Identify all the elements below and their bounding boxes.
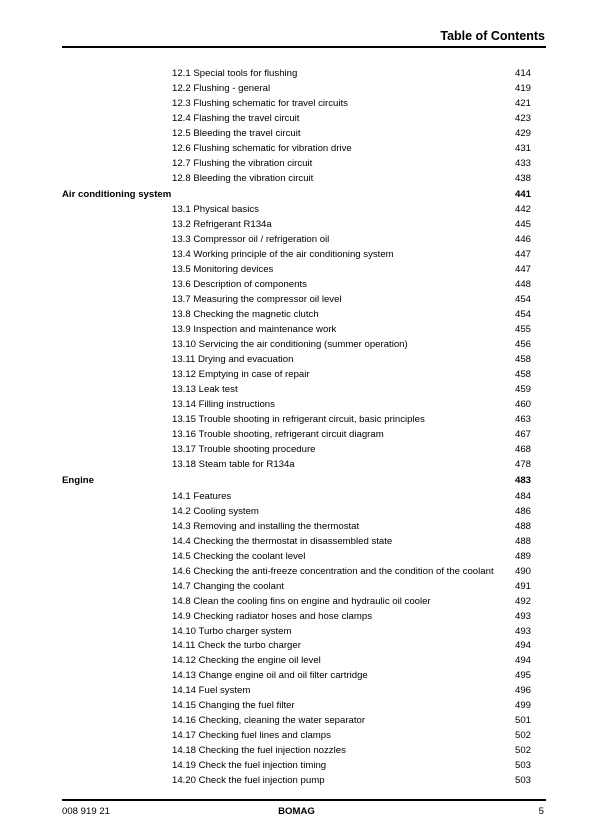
toc-entry-title: 14.6 Checking the anti-freeze concentration and the condition of the coolant — [172, 565, 494, 577]
toc-entry-title: 13.15 Trouble shooting in refrigerant circuit, basic principles — [172, 414, 425, 426]
header-rule — [62, 46, 546, 48]
footer-doc-number: 008 919 21 — [62, 806, 111, 817]
toc-page-number: 458 — [514, 369, 531, 381]
toc-entry-row[interactable] — [0, 217, 593, 232]
toc-entry-row[interactable] — [0, 232, 593, 247]
toc-entry-row[interactable] — [0, 292, 593, 307]
toc-entry-row[interactable] — [0, 624, 593, 639]
toc-page-number: 447 — [514, 249, 531, 261]
toc-entry-row[interactable] — [0, 96, 593, 111]
toc-entry-row[interactable] — [0, 442, 593, 457]
toc-entry-row[interactable] — [0, 322, 593, 337]
toc-entry-title: 12.5 Bleeding the travel circuit — [172, 127, 301, 139]
toc-page-number: 463 — [514, 414, 531, 426]
toc-page-number: 441 — [514, 188, 531, 200]
toc-entry-row[interactable] — [0, 352, 593, 367]
toc-page-number: 494 — [514, 655, 531, 667]
toc-entry-row[interactable] — [0, 277, 593, 292]
toc-entry-row[interactable] — [0, 579, 593, 594]
toc-entry-title: 13.11 Drying and evacuation — [172, 354, 294, 366]
toc-entry-row[interactable] — [0, 126, 593, 141]
toc-entry-row[interactable] — [0, 412, 593, 427]
toc-entry-title: 14.2 Cooling system — [172, 505, 259, 517]
toc-page-number: 489 — [514, 550, 531, 562]
toc-entry-title: 13.5 Monitoring devices — [172, 264, 274, 276]
toc-entry-title: 14.16 Checking, cleaning the water separator — [172, 715, 366, 727]
toc-page-number: 503 — [514, 775, 531, 787]
toc-page-number: 496 — [514, 685, 531, 697]
toc-entry-title: 13.12 Emptying in case of repair — [172, 369, 310, 381]
toc-page-number: 493 — [514, 610, 531, 622]
toc-page-number: 438 — [514, 172, 531, 184]
toc-entry-row[interactable] — [0, 337, 593, 352]
toc-entry-row[interactable] — [0, 367, 593, 382]
toc-page-number: 433 — [514, 157, 531, 169]
toc-page-number: 491 — [514, 580, 531, 592]
page-title: Table of Contents — [440, 29, 545, 43]
toc-entry-row[interactable] — [0, 156, 593, 171]
toc-entry-row[interactable] — [0, 307, 593, 322]
toc-entry-title: 12.2 Flushing - general — [172, 83, 271, 94]
toc-page-number: 503 — [514, 760, 531, 772]
toc-page-number: 502 — [514, 730, 531, 742]
toc-entry-title: 13.18 Steam table for R134a — [172, 459, 295, 471]
toc-entry-row[interactable] — [0, 171, 593, 186]
toc-page-number: 454 — [514, 309, 531, 321]
toc-page-number: 456 — [514, 339, 531, 351]
toc-entry-title: 14.10 Turbo charger system — [172, 625, 292, 637]
toc-page-number: 431 — [514, 142, 531, 154]
toc-page-number: 455 — [514, 324, 531, 336]
toc-chapter-title: Engine — [62, 474, 94, 486]
toc-entry-row[interactable] — [0, 247, 593, 262]
toc-entry-row[interactable] — [0, 609, 593, 624]
toc-page-number: 467 — [514, 429, 531, 441]
toc-entry-title: 14.5 Checking the coolant level — [172, 550, 306, 562]
toc-entry-row[interactable] — [0, 549, 593, 564]
toc-page-number: 423 — [514, 112, 531, 124]
toc-page-number: 493 — [514, 625, 531, 637]
footer-page-number: 5 — [538, 806, 544, 817]
toc-entry-title: 12.8 Bleeding the vibration circuit — [172, 172, 314, 184]
toc-entry-row[interactable] — [0, 758, 593, 773]
toc-entry-row[interactable] — [0, 594, 593, 609]
toc-entry-row[interactable] — [0, 653, 593, 668]
toc-page-number: 490 — [514, 565, 531, 577]
toc-entry-title: 13.14 Filling instructions — [172, 399, 275, 411]
toc-entry-row[interactable] — [0, 519, 593, 534]
toc-page-number: 468 — [514, 444, 531, 456]
toc-entry-row[interactable] — [0, 683, 593, 698]
toc-entry-row[interactable] — [0, 534, 593, 549]
toc-entry-title: 13.17 Trouble shooting procedure — [172, 444, 316, 456]
toc-chapter-row[interactable] — [0, 473, 593, 488]
toc-entry-row[interactable] — [0, 427, 593, 442]
toc-entry-row[interactable] — [0, 743, 593, 758]
toc-entry-row[interactable] — [0, 638, 593, 653]
toc-entry-title: 14.17 Checking fuel lines and clamps — [172, 730, 331, 742]
toc-entry-title: 14.14 Fuel system — [172, 685, 251, 697]
toc-page-number: 442 — [514, 204, 531, 216]
toc-entry-title: 13.4 Working principle of the air conditioning system — [172, 249, 394, 261]
toc-entry-title: 13.16 Trouble shooting, refrigerant circuit diagram — [172, 429, 384, 441]
toc-page-number: 494 — [514, 640, 531, 652]
toc-entry-title: 12.6 Flushing schematic for vibration drive — [172, 142, 352, 154]
toc-entry-title: 14.1 Features — [172, 490, 232, 502]
toc-entry-row[interactable] — [0, 728, 593, 743]
toc-page-number: 501 — [514, 715, 531, 727]
toc-entry-title: 14.12 Checking the engine oil level — [172, 655, 321, 667]
toc-entry-title: 13.7 Measuring the compressor oil level — [172, 294, 342, 306]
toc-entry-title: 13.8 Checking the magnetic clutch — [172, 309, 319, 321]
toc-entry-row[interactable] — [0, 668, 593, 683]
toc-page-number: 414 — [514, 68, 531, 79]
toc-entry-title: 14.15 Changing the fuel filter — [172, 700, 295, 712]
toc-entry-title: 14.3 Removing and installing the thermostat — [172, 520, 360, 532]
toc-entry-row[interactable] — [0, 564, 593, 579]
toc-chapter-row[interactable] — [0, 187, 593, 202]
toc-page-number: 499 — [514, 700, 531, 712]
toc-entry-title: 12.1 Special tools for flushing — [172, 68, 298, 79]
toc-entry-title: 14.11 Check the turbo charger — [172, 640, 301, 652]
toc-page-number: 454 — [514, 294, 531, 306]
toc-page-number: 478 — [514, 459, 531, 471]
toc-entry-row[interactable] — [0, 141, 593, 156]
toc-page-number: 488 — [514, 535, 531, 547]
toc-page-number: 488 — [514, 520, 531, 532]
toc-page-number: 421 — [514, 98, 531, 109]
toc-entry-row[interactable] — [0, 504, 593, 519]
toc-entry-title: 12.3 Flushing schematic for travel circuits — [172, 98, 348, 109]
toc-entry-title: 13.10 Servicing the air conditioning (summer operation) — [172, 339, 408, 351]
toc-entry-title: 13.2 Refrigerant R134a — [172, 219, 272, 231]
toc-page-number: 458 — [514, 354, 531, 366]
toc-page-number: 448 — [514, 279, 531, 291]
toc-entry-row[interactable] — [0, 489, 593, 504]
toc-entry-title: 12.7 Flushing the vibration circuit — [172, 157, 313, 169]
toc-entry-title: 13.1 Physical basics — [172, 204, 259, 216]
toc-page-number: 419 — [514, 83, 531, 94]
toc-entry-title: 14.18 Checking the fuel injection nozzles — [172, 745, 346, 757]
toc-page-number: 495 — [514, 670, 531, 682]
toc-entry-title: 14.13 Change engine oil and oil filter cartridge — [172, 670, 368, 682]
toc-page-number: 502 — [514, 745, 531, 757]
toc-page-number: 483 — [514, 474, 531, 486]
toc-chapter-title: Air conditioning system — [62, 188, 172, 200]
toc-entry-title: 12.4 Flashing the travel circuit — [172, 112, 300, 124]
toc-entry-row[interactable] — [0, 382, 593, 397]
toc-page-number: 429 — [514, 127, 531, 139]
footer-brand: BOMAG — [278, 806, 315, 817]
toc-entry-row[interactable] — [0, 457, 593, 472]
toc-page-number: 460 — [514, 399, 531, 411]
toc-entry-title: 13.3 Compressor oil / refrigeration oil — [172, 234, 330, 246]
toc-entry-row[interactable] — [0, 773, 593, 788]
toc-entry-row[interactable] — [0, 262, 593, 277]
footer-rule — [62, 799, 546, 801]
toc-entry-row[interactable] — [0, 202, 593, 217]
toc-entry-row[interactable] — [0, 713, 593, 728]
toc-entry-title: 14.9 Checking radiator hoses and hose clamps — [172, 610, 372, 622]
toc-entry-title: 14.4 Checking the thermostat in disassembled state — [172, 535, 393, 547]
toc-entry-title: 13.9 Inspection and maintenance work — [172, 324, 337, 336]
toc-page-number: 459 — [514, 384, 531, 396]
toc-page-number: 486 — [514, 505, 531, 517]
toc-entry-row[interactable] — [0, 698, 593, 713]
toc-entry-title: 14.7 Changing the coolant — [172, 580, 285, 592]
toc-entry-row[interactable] — [0, 111, 593, 126]
toc-page-number: 484 — [514, 490, 531, 502]
toc-entry-title: 13.13 Leak test — [172, 384, 238, 396]
toc-page-number: 447 — [514, 264, 531, 276]
toc-page-number: 445 — [514, 219, 531, 231]
toc-entry-title: 14.19 Check the fuel injection timing — [172, 760, 327, 772]
toc-page-number: 492 — [514, 595, 531, 607]
toc-entry-title: 14.8 Clean the cooling fins on engine and hydraulic oil cooler — [172, 595, 431, 607]
toc-entry-row[interactable] — [0, 81, 593, 96]
toc-entry-row[interactable] — [0, 397, 593, 412]
toc-entry-title: 13.6 Description of components — [172, 279, 307, 291]
toc-entry-title: 14.20 Check the fuel injection pump — [172, 775, 325, 787]
toc-page-number: 446 — [514, 234, 531, 246]
toc-entry-row[interactable] — [0, 66, 593, 81]
